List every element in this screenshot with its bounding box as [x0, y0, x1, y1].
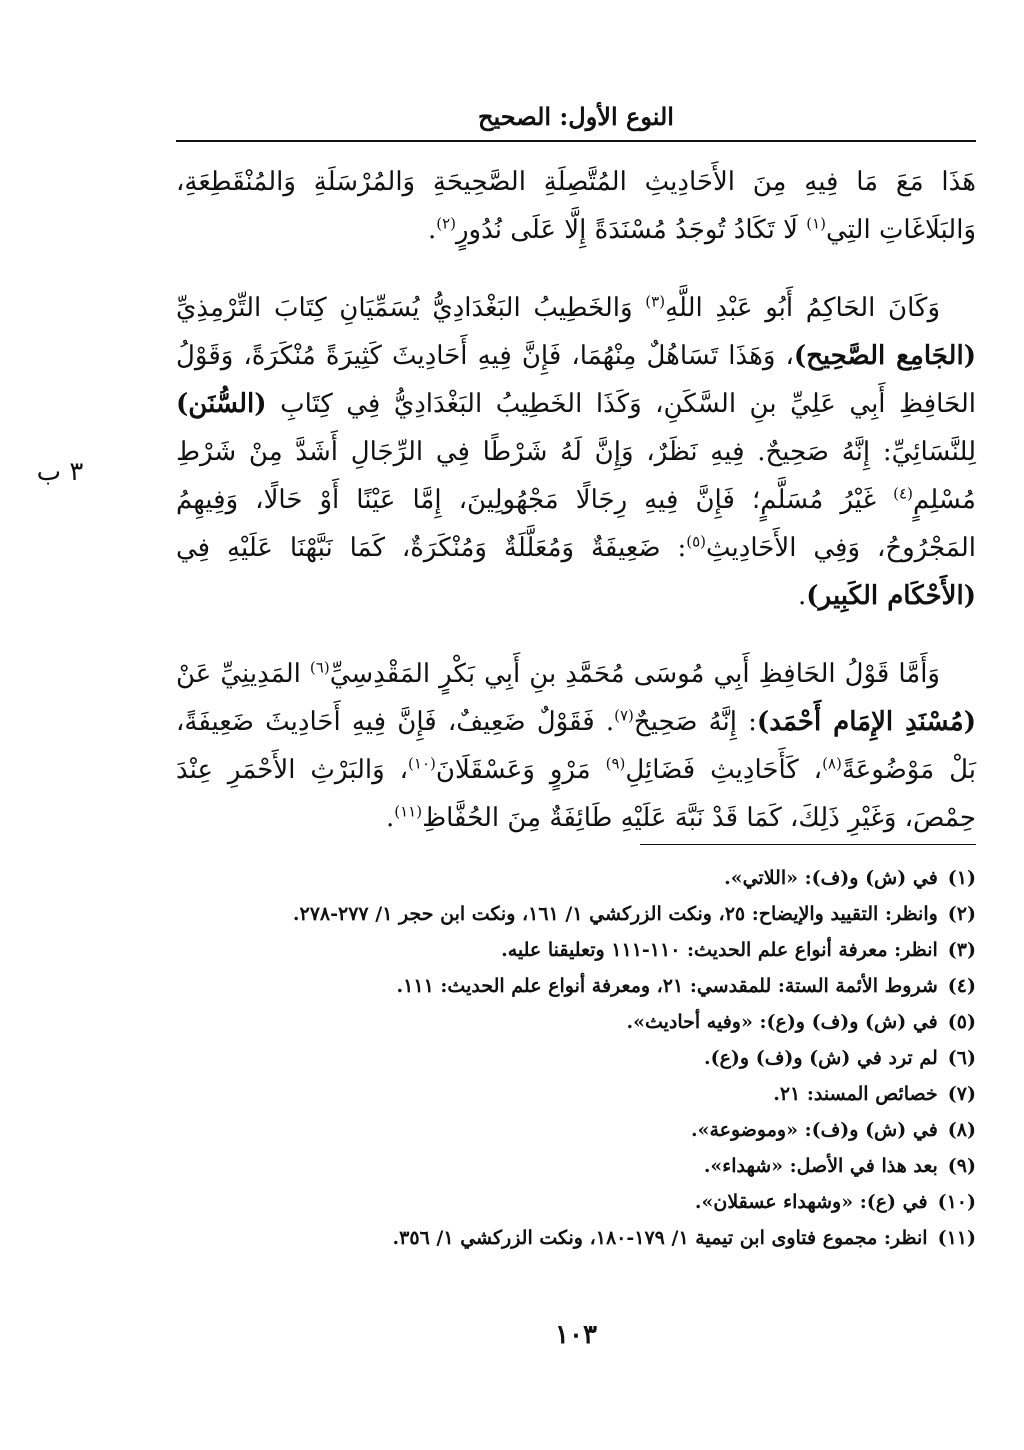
- paragraph: [176, 650, 976, 842]
- footnote-item: [176, 1148, 976, 1184]
- footnote-item: [176, 1004, 976, 1040]
- paragraph: [176, 284, 976, 620]
- text-run: .: [385, 803, 395, 833]
- footnote-text: شروط الأئمة الستة: للمقدسي: ٢١، ومعرفة أنواع علم الحديث: ١١١.: [396, 975, 938, 997]
- footnote-ref: (٤): [893, 484, 913, 503]
- footnote-number: (٩): [947, 1155, 976, 1177]
- footnote-text: انظر: مجموع فتاوى ابن تيمية ١/ ١٧٩-١٨٠، ونكت الزركشي ١/ ٣٥٦.: [392, 1227, 928, 1249]
- footnote-text: خصائص المسند: ٢١.: [773, 1083, 938, 1105]
- footnote-number: (١١): [937, 1227, 976, 1249]
- book-title: (مُسْنَدِ الإِمَام أَحْمَد): [756, 707, 976, 737]
- text-run: مَرْوٍ وَعَسْقَلَانَ: [435, 755, 606, 785]
- text-run: ، كَأَحَادِيثِ فَضَائِلِ: [625, 755, 823, 785]
- footnote-text: بعد هذا في الأصل: «شهداء».: [703, 1155, 938, 1177]
- page-number: ١٠٣: [555, 1320, 597, 1350]
- text-run: وَأَمَّا قَوْلُ الحَافِظِ أَبِي مُوسَى مُحَمَّدِ بنِ أَبِي بَكْرٍ المَقْدِسِيِّ: [329, 659, 940, 689]
- header-divider: [176, 140, 976, 142]
- footnote-number: (٤): [947, 975, 976, 997]
- footnote-item: [176, 896, 976, 932]
- text-run: غَيْرُ مُسَلَّمٍ؛ فَإِنَّ فِيهِ رِجَالًا مَجْهُولِينَ، إِمَّا عَيْنًا أَوْ حَالًا، وَفِيهِمُ المَجْرُوحُ، وَفِي الأَحَادِيثِ: [176, 485, 976, 563]
- footnote-number: (٨): [947, 1119, 976, 1141]
- text-run: وَالخَطِيبُ البَغْدَادِيُّ يُسَمِّيَانِ كِتَابَ التِّرْمِذِيِّ: [176, 293, 646, 323]
- footnote-list: [176, 860, 976, 1256]
- footnote-ref: (٢): [436, 214, 456, 233]
- footnote-number: (٦): [947, 1047, 976, 1069]
- text-run: ، وَالبَرْثِ الأَحْمَرِ عِنْدَ حِمْصَ، وَغَيْرِ ذَلِكَ، كَمَا قَدْ نَبَّهَ عَلَيْهِ طَائِفَةٌ مِنَ الحُفَّاظِ: [176, 755, 976, 833]
- footnote-item: [176, 1184, 976, 1220]
- footnote-text: في (ش) و(ف) و(ع): «وفيه أحاديث».: [626, 1011, 938, 1033]
- footnote-ref: (٣): [645, 292, 666, 311]
- text-run: المَدِينِيِّ عَنْ: [176, 659, 310, 689]
- book-title: (الأَحْكَام الكَبِير): [806, 581, 976, 611]
- footnote-text: في (ع): «وشهداء عسقلان».: [694, 1191, 928, 1213]
- footnote-ref: (١١): [394, 802, 423, 821]
- paragraph: [176, 158, 976, 254]
- book-title: (السُّنَن): [176, 389, 267, 419]
- text-run: لَا تَكَادُ تُوجَدُ مُسْنَدَةً إِلَّا عَلَى نُدُورٍ: [455, 215, 807, 245]
- margin-note: ٣ ب: [36, 457, 84, 487]
- footnote-ref: (٧): [614, 706, 634, 725]
- text-run: : ضَعِيفَةٌ وَمُعَلَّلَةٌ وَمُنْكَرَةٌ، كَمَا نَبَّهْنَا عَلَيْهِ فِي: [176, 533, 687, 563]
- footnote-item: [176, 860, 976, 896]
- footnotes: [176, 860, 976, 1256]
- book-title: (الجَامِع الصَّحِيح): [793, 341, 976, 371]
- footnote-item: [176, 1220, 976, 1256]
- footnote-item: [176, 1112, 976, 1148]
- footnote-number: (١): [947, 867, 976, 889]
- footnote-item: [176, 1076, 976, 1112]
- footnote-ref: (١): [806, 214, 827, 233]
- footnote-item: [176, 932, 976, 968]
- text-run: ، وَهَذَا تَسَاهُلٌ مِنْهُمَا، فَإِنَّ فِيهِ أَحَادِيثَ كَثِيرَةً مُنْكَرَةً، وَقَوْلُ الحَافِظِ أَبِي عَلِيِّ بنِ السَّكَنِ، وَكَذَا الخَطِيبُ البَغْدَادِيُّ فِي كِتَابِ: [176, 341, 976, 419]
- footnote-ref: (٦): [309, 658, 330, 677]
- footnote-number: (٧): [947, 1083, 976, 1105]
- footnote-item: [176, 968, 976, 1004]
- text-run: : إِنَّهُ صَحِيحٌ: [633, 707, 757, 737]
- footnote-text: في (ش) و(ف): «وموضوعة».: [690, 1119, 938, 1141]
- footnote-number: (٥): [947, 1011, 976, 1033]
- text-run: . فَقَوْلٌ ضَعِيفٌ، فَإِنَّ فِيهِ أَحَادِيثَ ضَعِيفَةً، بَلْ مَوْضُوعَةً: [176, 707, 977, 785]
- footnote-text: وانظر: التقييد والإيضاح: ٢٥، ونكت الزركشي ١/ ١٦١، ونكت ابن حجر ١/ ٢٧٧-٢٧٨.: [292, 903, 938, 925]
- footnote-text: في (ش) و(ف): «اللاتي».: [724, 867, 938, 889]
- text-run: .: [427, 215, 437, 245]
- footnote-item: [176, 1040, 976, 1076]
- footnote-number: (٢): [947, 903, 976, 925]
- text-run: لِلنَّسَائِيِّ: إِنَّهُ صَحِيحٌ. فِيهِ نَظَرٌ، وَإِنَّ لَهُ شَرْطًا فِي الرِّجَالِ أَشَدَّ مِنْ شَرْطِ مُسْلِمٍ: [176, 437, 976, 515]
- running-header: النوع الأول: الصحيح: [478, 102, 674, 131]
- text-run: هَذَا مَعَ مَا فِيهِ مِنَ الأَحَادِيثِ المُتَّصِلَةِ الصَّحِيحَةِ وَالمُرْسَلَةِ وَالمُنْقَطِعَةِ، وَالبَلَاغَاتِ التِي: [176, 167, 976, 245]
- footnote-text: لم ترد في (ش) و(ف) و(ع).: [703, 1047, 938, 1069]
- text-run: وَكَانَ الحَاكِمُ أَبُو عَبْدِ اللَّهِ: [665, 293, 940, 323]
- main-text: [176, 158, 976, 842]
- footnote-ref: (٩): [605, 754, 626, 773]
- footnote-ref: (٨): [822, 754, 842, 773]
- footnote-number: (٣): [947, 939, 976, 961]
- footnote-ref: (٥): [686, 532, 707, 551]
- footnote-ref: (١٠): [408, 754, 436, 773]
- footnote-divider: [640, 844, 976, 845]
- footnote-number: (١٠): [937, 1191, 976, 1213]
- text-run: .: [798, 581, 807, 611]
- footnote-text: انظر: معرفة أنواع علم الحديث: ١١٠-١١١ وتعليقنا عليه.: [501, 939, 938, 961]
